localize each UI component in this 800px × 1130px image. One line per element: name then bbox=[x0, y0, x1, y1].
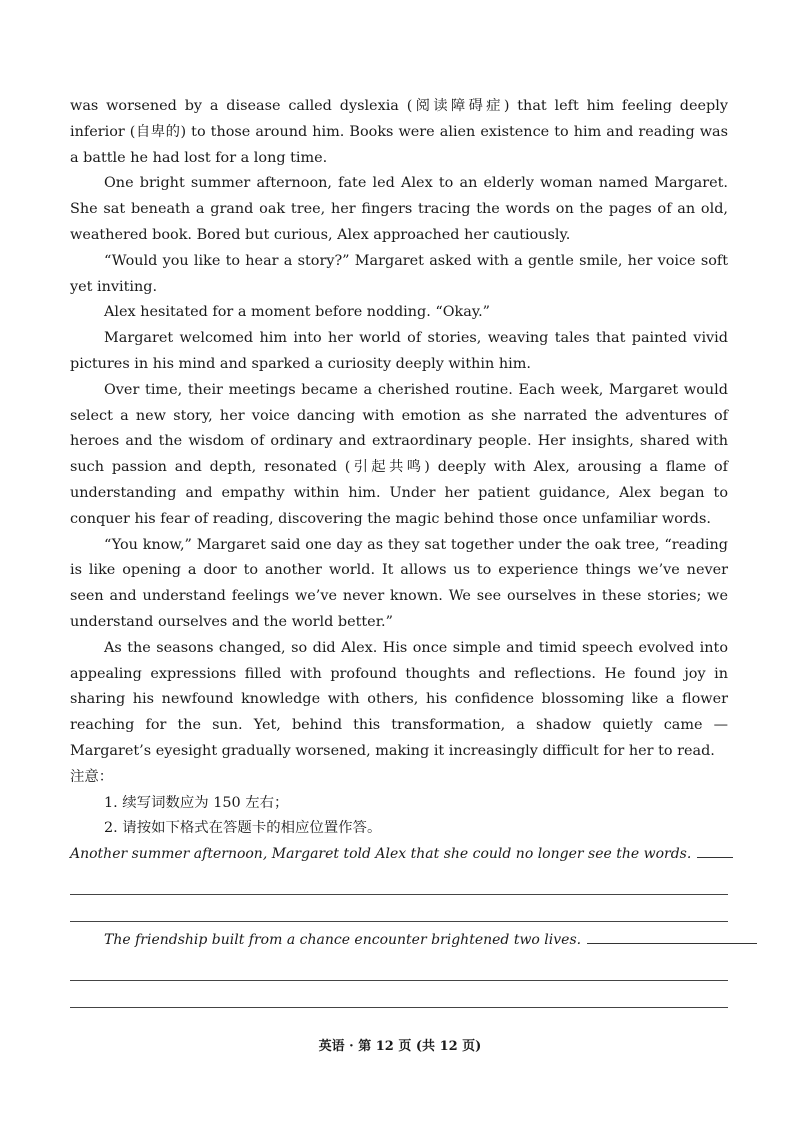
paragraph-meeting-margaret: One bright summer afternoon, fate led Alex to an elderly woman named Margaret. She sat beneath a grand oak tree, her fingers tracing the words on the pages of an old, weathered book. Bored but curious, Alex approached her cautiously. bbox=[70, 175, 728, 243]
prompt-second-text: The friendship built from a chance encounter brightened two lives. bbox=[104, 931, 582, 948]
page-footer: 英语 · 第 12 页 (共 12 页) bbox=[318, 1039, 482, 1054]
prompt-first-text: Another summer afternoon, Margaret told Alex that she could no longer see the words. bbox=[70, 846, 692, 863]
prompt-second-blank[interactable] bbox=[587, 943, 757, 944]
paragraph-question: “Would you like to hear a story?” Margaret asked with a gentle smile, her voice soft yet inviting. bbox=[70, 252, 728, 295]
notes-item-word-count: 1. 续写词数应为 150 左右； bbox=[104, 794, 289, 811]
prompt-first-blank[interactable] bbox=[697, 857, 733, 858]
answer-line-2[interactable] bbox=[70, 895, 728, 922]
paragraph-continuation: was worsened by a disease called dyslexia (阅读障碍症) that left him feeling deeply inferior (自卑的) to those around him. Books were alien existence to him and reading was a battle he had lost for a long time. bbox=[70, 98, 728, 166]
notes-title: 注意： bbox=[70, 768, 114, 785]
paragraph-seasons-changed: As the seasons changed, so did Alex. His once simple and timid speech evolved into appealing expressions filled with profound thoughts and reflections. He found joy in sharing his newfound knowledge with others, his confidence blossoming like a flower reaching for the sun. Yet, behind this transformation, a shadow quietly came — Margaret’s eyesight gradually worsened, making it increasingly difficult for her to read. bbox=[70, 639, 728, 759]
paragraph-okay: Alex hesitated for a moment before nodding. “Okay.” bbox=[104, 304, 490, 321]
answer-line-1[interactable] bbox=[70, 868, 728, 895]
answer-line-3[interactable] bbox=[70, 954, 728, 981]
paragraph-routine: Over time, their meetings became a cherished routine. Each week, Margaret would select a new story, her voice dancing with emotion as she narrated the adventures of heroes and the wisdom of ordinary and extraordinary people. Her insights, shared with such passion and depth, resonated (引起共鸣) deeply with Alex, arousing a flame of understanding and empathy within him. Under her patient guidance, Alex began to conquer his fear of reading, discovering the magic behind those once unfamiliar words. bbox=[70, 381, 728, 527]
prompt-first bbox=[70, 842, 728, 868]
document-body bbox=[70, 94, 728, 1008]
paragraph-world-of-stories: Margaret welcomed him into her world of stories, weaving tales that painted vivid pictures in his mind and sparked a curiosity deeply within him. bbox=[70, 330, 728, 372]
paragraph-you-know: “You know,” Margaret said one day as they sat together under the oak tree, “reading is like opening a door to another world. It allows us to experience things we’ve never seen and understand feelings we’ve never known. We see ourselves in these stories; we understand ourselves and the world better.” bbox=[70, 536, 728, 630]
answer-line-4[interactable] bbox=[70, 981, 728, 1008]
notes-item-format: 2. 请按如下格式在答题卡的相应位置作答。 bbox=[104, 820, 382, 837]
prompt-second bbox=[70, 928, 728, 954]
